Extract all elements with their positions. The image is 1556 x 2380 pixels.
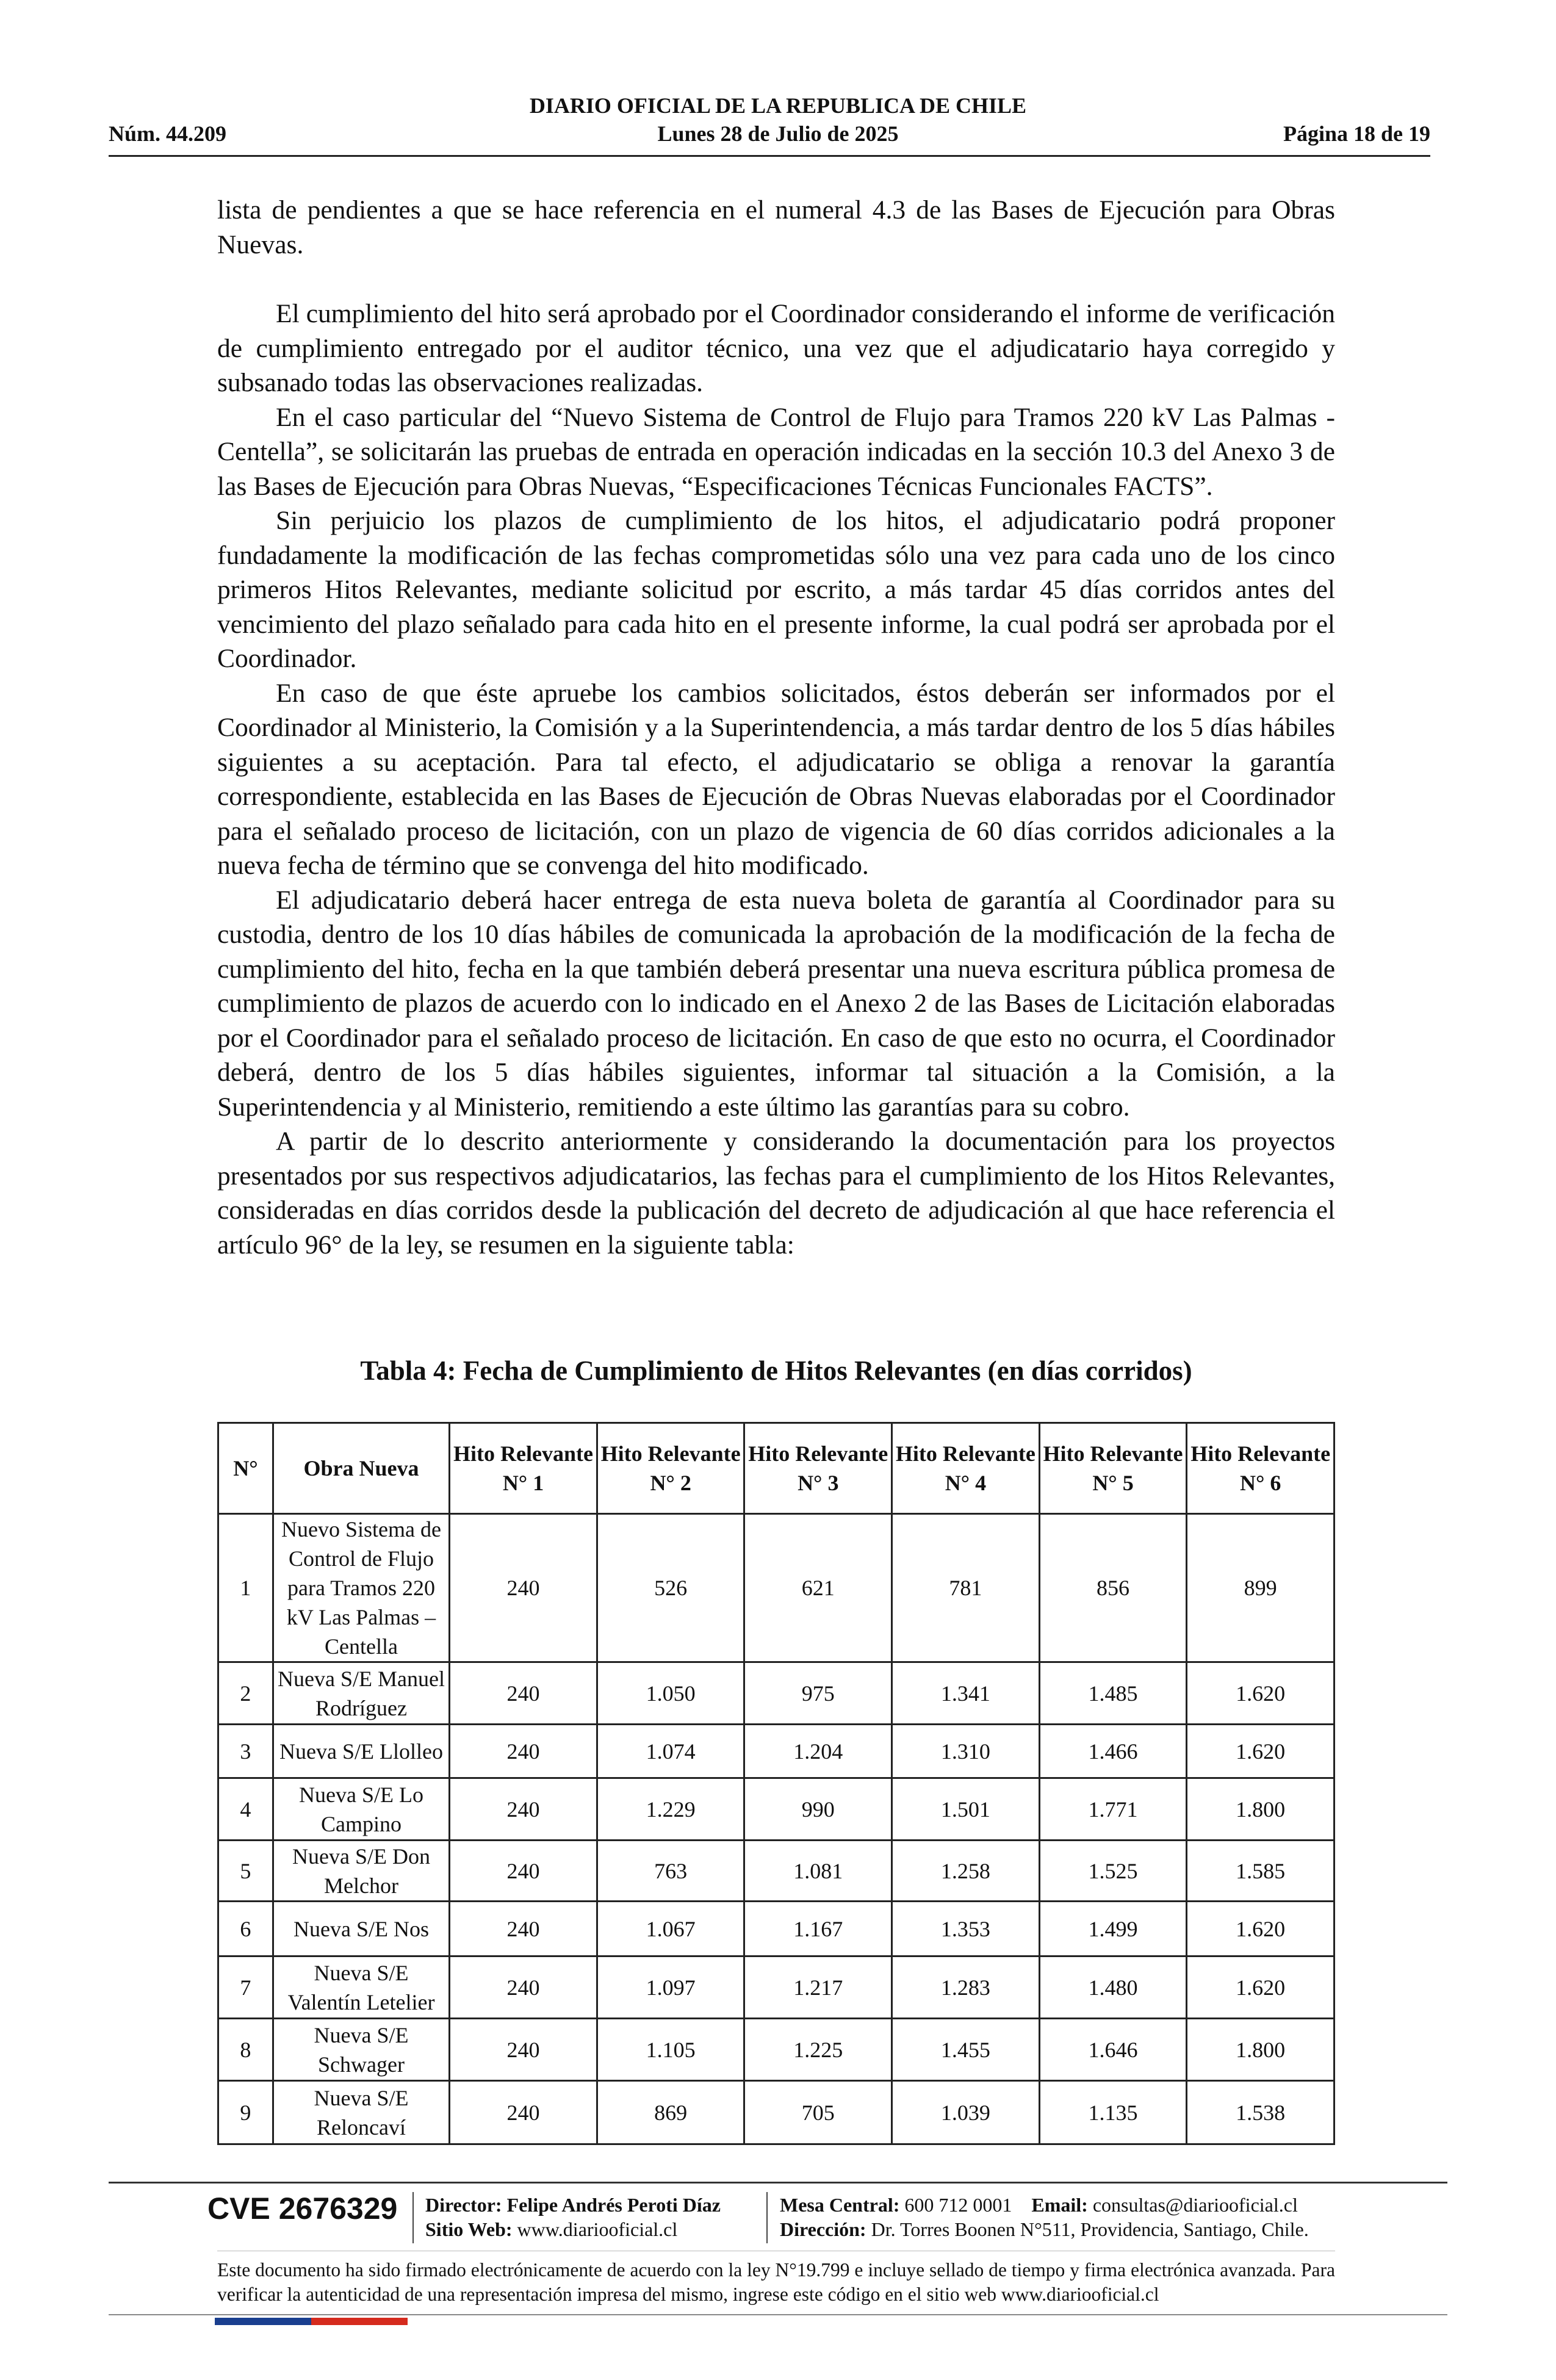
address: Dr. Torres Boonen N°511, Providencia, Santiago, Chile. [871,2218,1309,2240]
cell-obra: Nueva S/E Lo Campino [273,1778,449,1841]
table-row [218,2081,1334,2144]
cell-hito-6: 1.800 [1187,1778,1334,1841]
cell-number: 4 [218,1778,273,1841]
paragraph-4: Sin perjuicio los plazos de cumplimiento de los hitos, el adjudicatario podrá proponer fundadamente la modificación de las fechas comprometidas sólo una vez para cada uno de los cinco primeros Hitos Relevantes, mediante solicitud por escrito, a más tardar 45 días corridos antes del vencimiento del plazo señalado para cada hito en el presente informe, la cual podrá ser aprobada por el Coordinador. [217,506,1335,673]
cell-hito-3: 975 [744,1662,892,1725]
director-name: Felipe Andrés Peroti Díaz [506,2194,721,2216]
header-hito-1: Hito Relevante N° 1 [450,1423,597,1514]
cell-hito-2: 1.229 [597,1778,744,1841]
cell-hito-6: 1.620 [1187,1956,1334,2019]
cell-obra: Nueva S/E Valentín Letelier [273,1956,449,2019]
paragraph-2: El cumplimiento del hito será aprobado por el Coordinador considerando el informe de verificación de cumplimiento entregado por el auditor técnico, una vez que el adjudicatario haya corregido y subsanado todas las observaciones realizadas. [217,299,1335,397]
legal-notice: Este documento ha sido firmado electrónicamente de acuerdo con la ley N°19.799 e incluye sellado de tiempo y firma electrónica avanzada. Para verificar la autenticidad de una representación impresa del mismo, ingrese este código en el sitio web www.diariooficial.cl [217,2259,1335,2305]
cell-hito-4: 781 [892,1514,1040,1662]
cell-hito-2: 1.105 [597,2019,744,2081]
cell-hito-4: 1.039 [892,2081,1040,2144]
body-text [217,193,1335,1262]
mesa-label: Mesa Central: [780,2194,900,2216]
cell-hito-2: 1.067 [597,1902,744,1956]
cell-hito-5: 1.646 [1039,2019,1187,2081]
cell-hito-1: 240 [450,1956,597,2019]
cell-hito-1: 240 [450,1662,597,1725]
table-row [218,1902,1334,1956]
cell-hito-1: 240 [450,1725,597,1778]
cell-hito-3: 1.225 [744,2019,892,2081]
cell-hito-6: 1.800 [1187,2019,1334,2081]
cell-hito-3: 1.217 [744,1956,892,2019]
cell-number: 7 [218,1956,273,2019]
paragraph-5: En caso de que éste apruebe los cambios solicitados, éstos deberán ser informados por el Coordinador al Ministerio, la Comisión y a la Superintendencia, a más tardar dentro de los 5 días hábiles siguientes a su aceptación. Para tal efecto, el adjudicatario se obliga a renovar la garantía correspondiente, establecida en las Bases de Ejecución de Obras Nuevas elaboradas por el Coordinador para el señalado proceso de licitación, con un plazo de vigencia de 60 días corridos adicionales a la nueva fecha de término que se convenga del hito modificado. [217,678,1335,880]
cell-number: 9 [218,2081,273,2144]
cell-hito-4: 1.283 [892,1956,1040,2019]
cell-hito-6: 1.538 [1187,2081,1334,2144]
table-row [218,1841,1334,1902]
table-row [218,1956,1334,2019]
email-label: Email: [1031,2194,1088,2216]
issue-number: Núm. 44.209 [109,121,227,146]
cell-hito-4: 1.455 [892,2019,1040,2081]
director-label: Director: [425,2194,502,2216]
cell-obra: Nueva S/E Don Melchor [273,1841,449,1902]
paragraph-7: A partir de lo descrito anteriormente y considerando la documentación para los proyectos presentados por sus respectivos adjudicatarios, las fechas para el cumplimiento de los Hitos Relevantes, consideradas en días corridos desde la publicación del decreto de adjudicación al que hace referencia el artículo 96° de la ley, se resumen en la siguiente tabla: [217,1127,1335,1260]
footer-separator [766,2192,768,2243]
flag-bar-red [311,2318,408,2325]
header-hito-3: Hito Relevante N° 3 [744,1423,892,1514]
cell-hito-3: 1.167 [744,1902,892,1956]
cell-hito-5: 1.525 [1039,1841,1187,1902]
cell-hito-5: 1.485 [1039,1662,1187,1725]
milestones-table [217,1422,1335,2145]
cell-hito-2: 1.097 [597,1956,744,2019]
cell-obra: Nuevo Sistema de Control de Flujo para Tramos 220 kV Las Palmas – Centella [273,1514,449,1662]
table-row [218,2019,1334,2081]
cell-obra: Nueva S/E Nos [273,1902,449,1956]
cell-hito-3: 705 [744,2081,892,2144]
cell-hito-3: 1.204 [744,1725,892,1778]
paragraph-1: lista de pendientes a que se hace referencia en el numeral 4.3 de las Bases de Ejecución para Obras Nuevas. [217,195,1335,259]
cell-obra: Nueva S/E Llolleo [273,1725,449,1778]
cell-hito-1: 240 [450,1514,597,1662]
cell-hito-5: 1.480 [1039,1956,1187,2019]
cell-hito-6: 1.620 [1187,1902,1334,1956]
header-hito-2: Hito Relevante N° 2 [597,1423,744,1514]
cell-number: 2 [218,1662,273,1725]
cell-hito-5: 1.135 [1039,2081,1187,2144]
cve-code: CVE 2676329 [207,2191,398,2226]
address-label: Dirección: [780,2218,866,2240]
cell-hito-1: 240 [450,2081,597,2144]
cell-hito-5: 1.771 [1039,1778,1187,1841]
cell-obra: Nueva S/E Schwager [273,2019,449,2081]
cell-hito-4: 1.353 [892,1902,1040,1956]
cell-hito-6: 1.620 [1187,1725,1334,1778]
cell-obra: Nueva S/E Reloncaví [273,2081,449,2144]
email-link[interactable]: consultas@diariooficial.cl [1092,2194,1298,2216]
cell-hito-1: 240 [450,1902,597,1956]
cell-number: 8 [218,2019,273,2081]
phone-number: 600 712 0001 [904,2194,1012,2216]
cell-hito-4: 1.258 [892,1841,1040,1902]
cell-hito-6: 1.620 [1187,1662,1334,1725]
paragraph-6: El adjudicatario deberá hacer entrega de esta nueva boleta de garantía al Coordinador para su custodia, dentro de los 10 días hábiles de comunicada la aprobación de la modificación de la fecha de cumplimiento del hito, fecha en la que también deberá presentar una nueva escritura pública promesa de cumplimiento de plazos de acuerdo con lo indicado en el Anexo 2 de las Bases de Licitación elaboradas por el Coordinador para el señalado proceso de licitación. En caso de que esto no ocurra, el Coordinador deberá, dentro de los 5 días hábiles siguientes, informar tal situación a la Comisión, a la Superintendencia y al Ministerio, remitiendo a este último las garantías para su cobro. [217,885,1335,1122]
contact-info [780,2193,1309,2241]
website-link[interactable]: www.diariooficial.cl [517,2218,678,2240]
web-label: Sitio Web: [425,2218,513,2240]
paragraph-3: En el caso particular del “Nuevo Sistema de Control de Flujo para Tramos 220 kV Las Palmas - Centella”, se solicitarán las pruebas de entrada en operación indicadas en la sección 10.3 del Anexo 3 de las Bases de Ejecución para Obras Nuevas, “Especificaciones Técnicas Funcionales FACTS”. [217,402,1335,501]
table-row [218,1778,1334,1841]
director-info [425,2193,721,2241]
cell-number: 1 [218,1514,273,1662]
cell-number: 5 [218,1841,273,1902]
table-row [218,1662,1334,1725]
footer-separator [412,2192,414,2243]
cell-hito-4: 1.310 [892,1725,1040,1778]
header-obra: Obra Nueva [273,1423,449,1514]
cell-hito-4: 1.341 [892,1662,1040,1725]
table-caption: Tabla 4: Fecha de Cumplimiento de Hitos Relevantes (en días corridos) [360,1355,1192,1386]
cell-hito-2: 763 [597,1841,744,1902]
cell-obra: Nueva S/E Manuel Rodríguez [273,1662,449,1725]
flag-bar-blue [215,2318,311,2325]
cell-hito-1: 240 [450,1841,597,1902]
table-row [218,1725,1334,1778]
cell-hito-6: 899 [1187,1514,1334,1662]
page-number: Página 18 de 19 [1283,121,1430,146]
cell-number: 3 [218,1725,273,1778]
header-number: N° [218,1423,273,1514]
cell-hito-2: 526 [597,1514,744,1662]
header-divider [109,155,1430,157]
newspaper-title: DIARIO OFICIAL DE LA REPUBLICA DE CHILE [529,93,1027,118]
table-header-row [218,1423,1334,1514]
cell-hito-6: 1.585 [1187,1841,1334,1902]
cell-number: 6 [218,1902,273,1956]
cell-hito-1: 240 [450,2019,597,2081]
cell-hito-3: 1.081 [744,1841,892,1902]
header-hito-4: Hito Relevante N° 4 [892,1423,1040,1514]
header-hito-5: Hito Relevante N° 5 [1039,1423,1187,1514]
header-hito-6: Hito Relevante N° 6 [1187,1423,1334,1514]
footer-divider [109,2182,1447,2183]
cell-hito-3: 990 [744,1778,892,1841]
issue-date: Lunes 28 de Julio de 2025 [657,121,899,146]
cell-hito-3: 621 [744,1514,892,1662]
cell-hito-5: 1.466 [1039,1725,1187,1778]
cell-hito-5: 856 [1039,1514,1187,1662]
cell-hito-1: 240 [450,1778,597,1841]
cell-hito-2: 869 [597,2081,744,2144]
footer-bottom-divider [109,2314,1447,2315]
cell-hito-4: 1.501 [892,1778,1040,1841]
cell-hito-2: 1.074 [597,1725,744,1778]
table-row [218,1514,1334,1662]
cell-hito-2: 1.050 [597,1662,744,1725]
cell-hito-5: 1.499 [1039,1902,1187,1956]
